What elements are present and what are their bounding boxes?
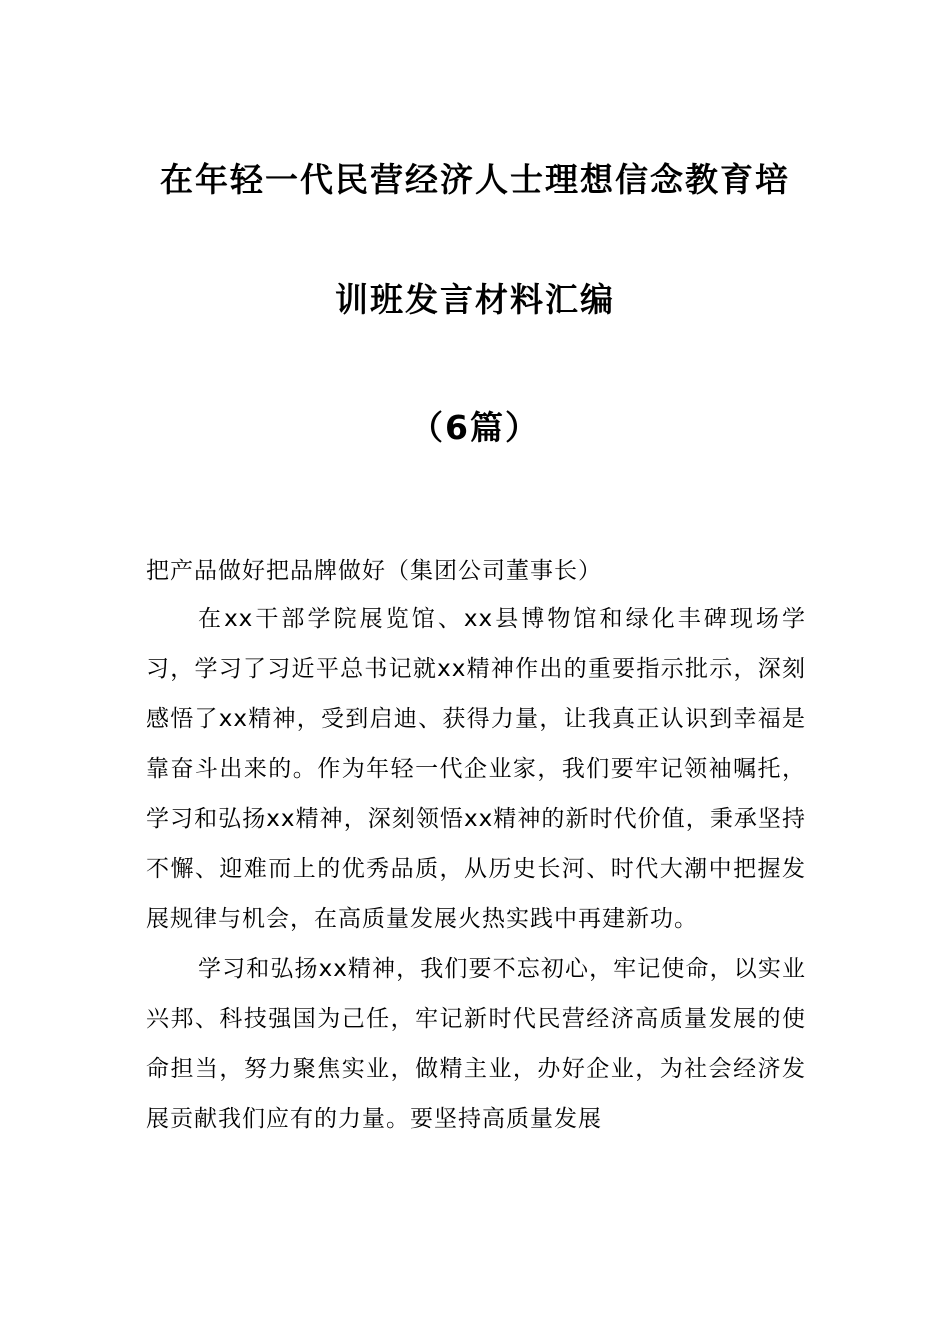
document-title-line-1: 在年轻一代民营经济人士理想信念教育培 [160, 160, 790, 199]
paragraph: 学习和弘扬xx精神，我们要不忘初心，牢记使命，以实业兴邦、科技强国为己任，牢记新时代民营经济高质量发展的使命担当，努力聚焦实业，做精主业，办好企业，为社会经济发展贡献我们应有的力量。要坚持高质量发展 [146, 956, 806, 1132]
body-paragraphs [146, 594, 806, 1144]
paragraph: 在xx干部学院展览馆、xx县博物馆和绿化丰碑现场学习，学习了习近平总书记就xx精神作出的重要指示批示，深刻感悟了xx精神，受到启迪、获得力量，让我真正认识到幸福是靠奋斗出来的。作为年轻一代企业家，我们要牢记领袖嘱托，学习和弘扬xx精神，深刻领悟xx精神的新时代价值，秉承坚持不懈、迎难而上的优秀品质，从历史长河、时代大潮中把握发展规律与机会，在高质量发展火热实践中再建新功。 [146, 606, 806, 932]
document-title-line-2: 训班发言材料汇编 [335, 280, 615, 319]
section-heading: 把产品做好把品牌做好（集团公司董事长） [146, 558, 602, 584]
document-title-count: （6篇） [410, 408, 540, 447]
